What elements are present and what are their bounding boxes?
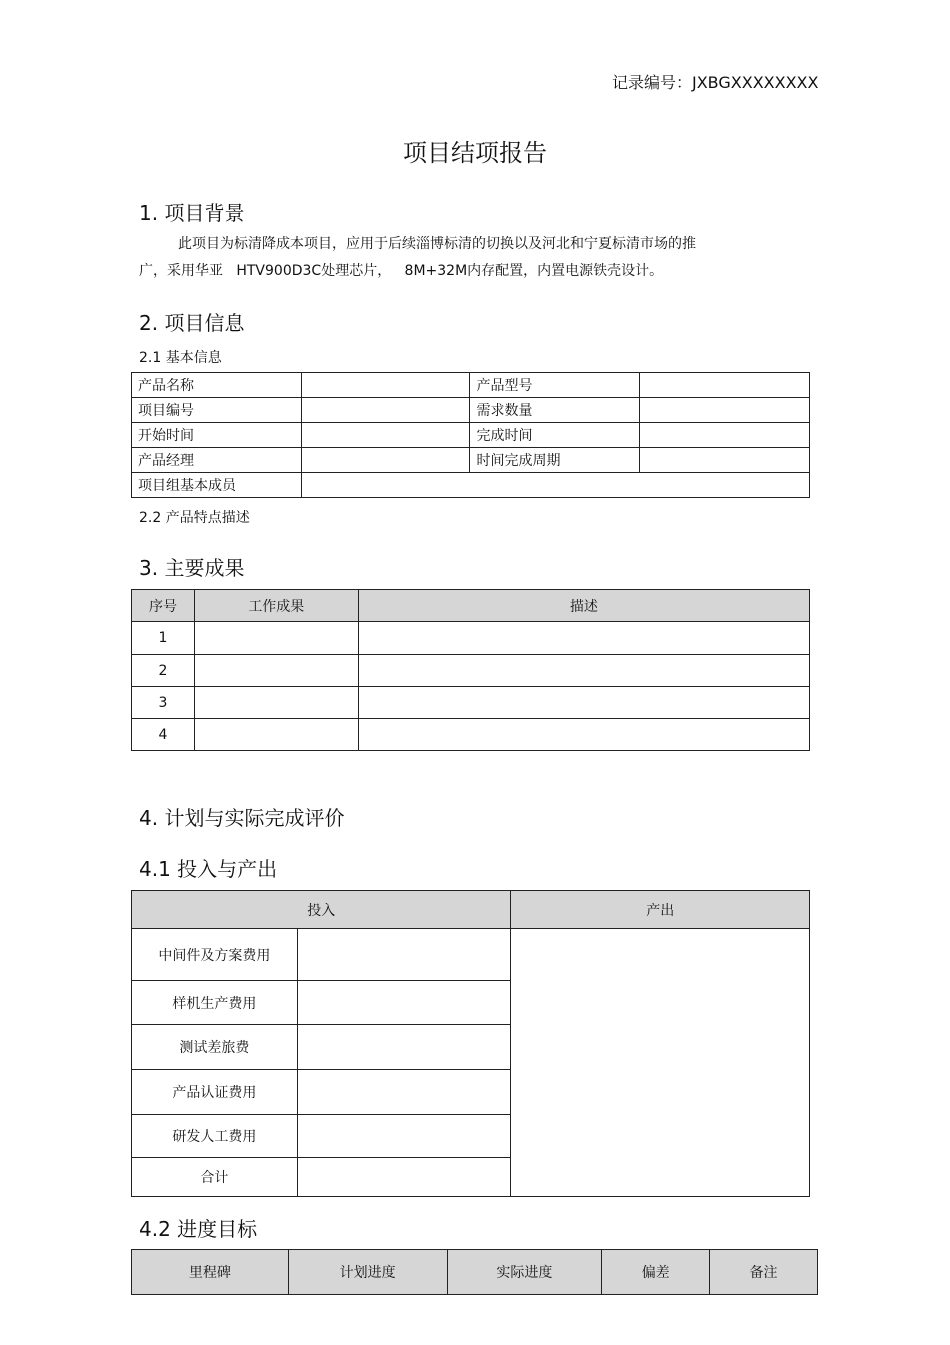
product-name-label: 产品名称	[132, 373, 302, 398]
start-time-label: 开始时间	[132, 423, 302, 448]
background-line-1: 此项目为标清降成本项目，应用于后续淄博标清的切换以及河北和宁夏标清市场的推	[178, 236, 696, 252]
completion-period-value[interactable]	[640, 448, 810, 473]
section-3-heading: 3. 主要成果	[139, 556, 245, 580]
row-index: 2	[132, 655, 195, 687]
row-index: 4	[132, 719, 195, 751]
table-header-row	[132, 891, 810, 929]
progress-table	[131, 1249, 818, 1295]
description-cell[interactable]	[358, 655, 809, 687]
description-cell[interactable]	[358, 622, 809, 655]
result-cell[interactable]	[194, 719, 358, 751]
table-row	[132, 687, 810, 719]
demand-quantity-value[interactable]	[640, 398, 810, 423]
document-title: 项目结项报告	[403, 139, 547, 167]
team-members-label: 项目组基本成员	[132, 473, 302, 498]
cost-item-label: 产品认证费用	[132, 1070, 298, 1115]
output-header: 产出	[511, 891, 810, 929]
col-header-description: 描述	[358, 590, 809, 622]
section-4-heading: 4. 计划与实际完成评价	[139, 806, 345, 830]
cost-item-label: 样机生产费用	[132, 981, 298, 1025]
progress-subheading: 4.2 进度目标	[139, 1217, 258, 1241]
section-1-heading: 1. 项目背景	[139, 201, 245, 225]
product-model-label: 产品型号	[470, 373, 640, 398]
table-row	[132, 655, 810, 687]
project-number-value[interactable]	[301, 398, 470, 423]
cost-item-value[interactable]	[297, 929, 511, 981]
finish-time-value[interactable]	[640, 423, 810, 448]
col-header-result: 工作成果	[194, 590, 358, 622]
description-cell[interactable]	[358, 687, 809, 719]
result-cell[interactable]	[194, 687, 358, 719]
input-output-subheading: 4.1 投入与产出	[139, 857, 278, 881]
product-manager-value[interactable]	[301, 448, 470, 473]
record-number: 记录编号：JXBGXXXXXXXX	[612, 73, 819, 92]
description-cell[interactable]	[358, 719, 809, 751]
cost-item-value[interactable]	[297, 1025, 511, 1070]
cost-item-value[interactable]	[297, 981, 511, 1025]
completion-period-label: 时间完成周期	[470, 448, 640, 473]
table-row	[132, 448, 810, 473]
section-2-heading: 2. 项目信息	[139, 311, 245, 335]
product-name-value[interactable]	[301, 373, 470, 398]
input-header: 投入	[132, 891, 511, 929]
basic-info-subheading: 2.1 基本信息	[139, 350, 222, 366]
cost-item-label: 测试差旅费	[132, 1025, 298, 1070]
row-index: 1	[132, 622, 195, 655]
demand-quantity-label: 需求数量	[470, 398, 640, 423]
finish-time-label: 完成时间	[470, 423, 640, 448]
output-cell[interactable]	[511, 929, 810, 1197]
result-cell[interactable]	[194, 622, 358, 655]
table-row	[132, 473, 810, 498]
row-index: 3	[132, 687, 195, 719]
cost-item-label: 研发人工费用	[132, 1115, 298, 1158]
col-header-planned: 计划进度	[288, 1250, 447, 1295]
project-number-label: 项目编号	[132, 398, 302, 423]
col-header-remarks: 备注	[710, 1250, 818, 1295]
total-label: 合计	[132, 1158, 298, 1197]
cost-item-value[interactable]	[297, 1070, 511, 1115]
col-header-index: 序号	[132, 590, 195, 622]
product-model-value[interactable]	[640, 373, 810, 398]
basic-info-table	[131, 372, 810, 498]
background-line-2: 广，采用华亚 HTV900D3C处理芯片， 8M+32M内存配置，内置电源铁壳设计。	[139, 263, 664, 279]
table-row	[132, 622, 810, 655]
col-header-milestone: 里程碑	[132, 1250, 289, 1295]
team-members-value[interactable]	[301, 473, 809, 498]
table-row	[132, 398, 810, 423]
col-header-deviation: 偏差	[602, 1250, 710, 1295]
table-header-row	[132, 1250, 818, 1295]
col-header-actual: 实际进度	[447, 1250, 602, 1295]
total-value[interactable]	[297, 1158, 511, 1197]
cost-item-label: 中间件及方案费用	[132, 929, 298, 981]
cost-item-value[interactable]	[297, 1115, 511, 1158]
results-table	[131, 589, 810, 751]
table-header-row	[132, 590, 810, 622]
table-row	[132, 373, 810, 398]
product-features-subheading: 2.2 产品特点描述	[139, 510, 250, 526]
table-row	[132, 719, 810, 751]
table-row	[132, 929, 810, 981]
result-cell[interactable]	[194, 655, 358, 687]
start-time-value[interactable]	[301, 423, 470, 448]
table-row	[132, 423, 810, 448]
product-manager-label: 产品经理	[132, 448, 302, 473]
input-output-table	[131, 890, 810, 1197]
